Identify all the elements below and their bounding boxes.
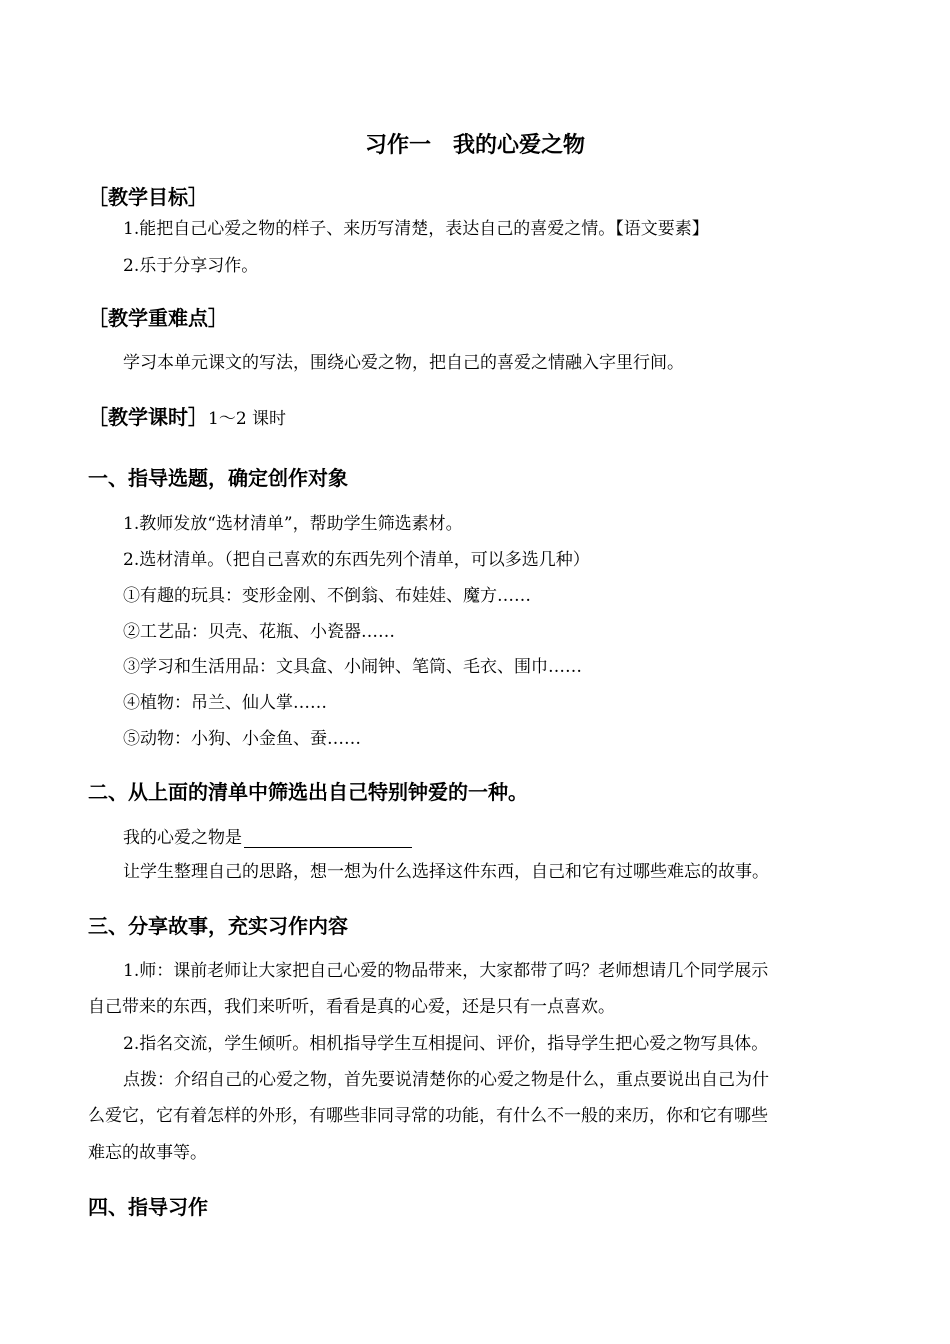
section1-line: ②工艺品：贝壳、花瓶、小瓷器……	[123, 622, 395, 642]
section3-line: 点拨：介绍自己的心爱之物，首先要说清楚你的心爱之物是什么，重点要说出自己为什	[123, 1070, 769, 1090]
difficulty-heading: ［教学重难点］	[88, 306, 228, 330]
section1-line: 1.教师发放“选材清单”，帮助学生筛选素材。	[123, 514, 463, 534]
section2-heading: 二、从上面的清单中筛选出自己特别钟爱的一种。	[88, 780, 528, 804]
section1-heading: 一、指导选题，确定创作对象	[88, 466, 348, 490]
answer-blank	[244, 829, 412, 848]
section3-heading: 三、分享故事，充实习作内容	[88, 914, 348, 938]
section1-line: ④植物：吊兰、仙人掌……	[123, 693, 327, 713]
blank-prompt-row	[123, 828, 412, 848]
section1-line: ⑤动物：小狗、小金鱼、蚕……	[123, 729, 361, 749]
section3-line: 自己带来的东西，我们来听听，看看是真的心爱，还是只有一点喜欢。	[88, 997, 615, 1017]
goal-item-1: 1.能把自己心爱之物的样子、来历写清楚，表达自己的喜爱之情。【语文要素】	[123, 219, 709, 239]
section3-line: 1.师：课前老师让大家把自己心爱的物品带来，大家都带了吗？老师想请几个同学展示	[123, 961, 769, 981]
page-title: 习作一 我的心爱之物	[364, 133, 585, 158]
section3-line: 么爱它，它有着怎样的外形，有哪些非同寻常的功能，有什么不一般的来历，你和它有哪些	[88, 1106, 768, 1126]
section1-line: ①有趣的玩具：变形金刚、不倒翁、布娃娃、魔方……	[123, 586, 531, 606]
hours-row	[88, 401, 286, 430]
blank-prompt: 我的心爱之物是	[123, 828, 242, 848]
section3-line: 2.指名交流，学生倾听。相机指导学生互相提问、评价，指导学生把心爱之物写具体。	[123, 1034, 769, 1054]
goal-item-2: 2.乐于分享习作。	[123, 256, 259, 276]
section1-line: ③学习和生活用品：文具盒、小闹钟、笔筒、毛衣、围巾……	[123, 657, 582, 677]
hours-value: 1～2 课时	[208, 409, 287, 429]
section3-line: 难忘的故事等。	[88, 1143, 207, 1163]
difficulty-text: 学习本单元课文的写法，围绕心爱之物，把自己的喜爱之情融入字里行间。	[123, 353, 684, 373]
section4-heading: 四、指导习作	[88, 1195, 208, 1219]
goals-heading: ［教学目标］	[88, 185, 208, 209]
section2-text: 让学生整理自己的思路，想一想为什么选择这件东西，自己和它有过哪些难忘的故事。	[123, 862, 769, 882]
section1-line: 2.选材清单。（把自己喜欢的东西先列个清单，可以多选几种）	[123, 550, 590, 570]
hours-heading: ［教学课时］	[88, 405, 208, 429]
